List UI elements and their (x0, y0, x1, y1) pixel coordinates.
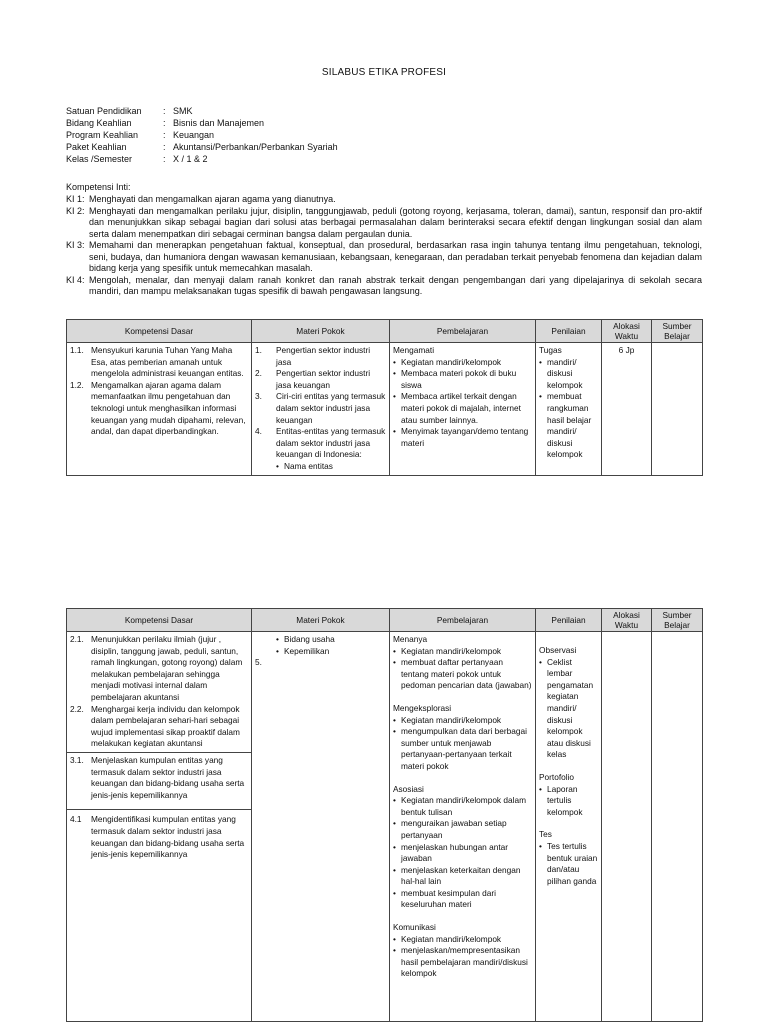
kd-subcell (67, 809, 251, 860)
list-item: • Ceklist lembar pengamatan kegiatan mandiri/ diskusi kelompok atau diskusi kelas (539, 657, 598, 761)
list-item: • Tes tertulis bentuk uraian dan/atau pilihan ganda (539, 841, 598, 887)
list-item: • Kegiatan mandiri/kelompok (393, 934, 532, 946)
page-title: SILABUS ETIKA PROFESI (321, 67, 447, 78)
info-value: SMK (173, 106, 193, 116)
kd-item: 3.1. Menjelaskan kumpulan entitas yang termasuk dalam sektor industri jasa keuangan dan bidang-bidang usaha serta jenis-jenis kepemilikannya (70, 754, 245, 800)
info-label: Kelas /Semester (66, 154, 133, 164)
ki-text: Mengolah, menalar, dan menyaji dalam ranah konkret dan ranah abstrak terkait dengan pengembangan dari yang dipelajarinya di sekolah secara mandiri, dan mampu melaksanakan tugas spesifik di bawah pengawasan langsung. (89, 274, 702, 296)
list-item: • menjelaskan hubungan antar jawaban (393, 842, 532, 865)
materi-cell (252, 343, 390, 476)
header-pembelajaran: Pembelajaran (390, 609, 536, 632)
pembelajaran-list (393, 357, 532, 450)
ki-list (66, 194, 702, 298)
list-item: • membuat daftar pertanyaan tentang materi pokok untuk pedoman pencarian data (jawaban) (393, 657, 532, 692)
header-pembelajaran: Pembelajaran (390, 320, 536, 343)
alokasi-cell: 6 Jp (602, 343, 652, 476)
ki-tag: KI 3: (66, 240, 85, 250)
list-item: • Membaca materi pokok di buku siswa (393, 368, 532, 391)
ki-item (66, 206, 702, 241)
phase-title: Asosiasi (393, 783, 424, 794)
header-kompetensi-dasar: Kompetensi Dasar (67, 609, 252, 632)
penilaian-title: Observasi (539, 645, 577, 655)
list-item: • Membaca artikel terkait dengan materi pokok di majalah, internet atau sumber lainnya. (393, 391, 532, 426)
header-sumber-belajar: Sumber Belajar (652, 320, 703, 343)
penilaian-cell (536, 343, 602, 476)
list-item: • Kepemilikan (276, 646, 386, 658)
info-value: Akuntansi/Perbankan/Perbankan Syariah (173, 142, 338, 152)
header-alokasi-waktu: Alokasi Waktu (602, 320, 652, 343)
list-item: • Kegiatan mandiri/kelompok (393, 357, 532, 369)
list-item: • Kegiatan mandiri/kelompok (393, 715, 532, 727)
list-item: • menjelaskan/mempresentasikan hasil pembelajaran mandiri/diskusi kelompok (393, 945, 532, 980)
materi-bullets (276, 634, 386, 657)
list-item: • Laporan tertulis kelompok (539, 784, 598, 819)
list-item: • Kegiatan mandiri/kelompok dalam bentuk tulisan (393, 795, 532, 818)
alokasi-cell (602, 632, 652, 1022)
kd-item: 4.1 Mengidentifikasi kumpulan entitas yang termasuk dalam sektor industri jasa keuangan dan bidang-bidang usaha serta jenis-jenis kepemilikannya (70, 814, 245, 860)
identity-block (66, 106, 338, 166)
materi-item: 3. Ciri-ciri entitas yang termasuk dalam sektor industri jasa keuangan (255, 391, 386, 425)
penilaian-list (539, 357, 598, 461)
materi-number: 5. (255, 657, 262, 668)
ki-item (66, 194, 702, 206)
info-label: Paket Keahlian (66, 142, 127, 152)
list-item: • mandiri/ diskusi kelompok (539, 357, 598, 392)
ki-tag: KI 2: (66, 205, 85, 216)
penilaian-title: Portofolio (539, 771, 575, 782)
ki-text: Menghayati dan mengamalkan perilaku jujur, disiplin, tanggungjawab, peduli (gotong royong, kerjasama, toleran, damai), santun, responsif dan pro-aktif dan menunjukkan sikap sebagai bagian dari solusi atas berbagai permasalahan dalam berinteraksi secara efektif dengan lingkungan sosial dan alam serta dalam menempatkan diri sebagai cerminan bangsa dalam pergaulan dunia. (89, 205, 702, 239)
materi-item: 2. Pengertian sektor industri jasa keuangan (255, 368, 371, 390)
kd-item: 2.2. Menghargai kerja individu dan kelompok dalam pembelajaran sehari-hari sebagai wujud implementasi sikap proaktif dalam melakukan kegiatan akuntansi (70, 703, 240, 749)
materi-bullets (276, 461, 386, 473)
list-item: • membuat rangkuman hasil belajar mandiri/ diskusi kelompok (539, 391, 598, 461)
info-row: Kelas /Semester : X / 1 & 2 (66, 154, 208, 164)
header-kompetensi-dasar: Kompetensi Dasar (67, 320, 252, 343)
table-row (67, 632, 703, 1022)
penilaian-list (539, 657, 598, 761)
phase-list (393, 934, 532, 980)
list-item: • menguraikan jawaban setiap pertanyaan (393, 818, 532, 841)
header-alokasi-waktu: Alokasi Waktu (602, 609, 652, 632)
ki-text: Memahami dan menerapkan pengetahuan faktual, konseptual, dan prosedural, berdasarkan rasa ingin tahunya tentang ilmu pengetahuan, teknologi, seni, budaya, dan humaniora dengan wawasan kemanusiaan, kebangsaan, kenegaraan, dan peradaban terkait penyebab fenomena dan kejadian dalam bidang kerja yang spesifik untuk memecahkan masalah. (89, 240, 702, 273)
info-row: Satuan Pendidikan : SMK (66, 106, 193, 116)
ki-item (66, 240, 702, 275)
phase-title: Mengeksplorasi (393, 702, 452, 713)
phase-list (393, 795, 532, 911)
list-item: • menjelaskan keterkaitan dengan hal-hal lain (393, 865, 532, 888)
ki-tag: KI 4: (66, 274, 85, 285)
materi-cell (252, 632, 390, 1022)
info-value: X / 1 & 2 (173, 154, 208, 164)
table-header-row (67, 320, 703, 343)
ki-text: Menghayati dan mengamalkan ajaran agama yang dianutnya. (89, 194, 336, 204)
pembelajaran-cell (390, 632, 536, 1022)
list-item: • membuat kesimpulan dari keseluruhan materi (393, 888, 532, 911)
penilaian-title: Tes (539, 829, 552, 840)
table-row (67, 343, 703, 476)
info-label: Bidang Keahlian (66, 118, 132, 128)
info-value: Bisnis dan Manajemen (173, 118, 265, 128)
kd-cell (67, 632, 252, 1022)
penilaian-list (539, 784, 598, 819)
info-value: Keuangan (173, 130, 215, 140)
materi-item: 4. Entitas-entitas yang termasuk dalam sektor industri jasa keuangan di Indonesia: (255, 426, 386, 460)
info-label: Program Keahlian (66, 130, 139, 140)
info-row: Bidang Keahlian : Bisnis dan Manajemen (66, 118, 265, 128)
penilaian-cell (536, 632, 602, 1022)
penilaian-title: Tugas (539, 345, 562, 355)
phase-title: Menanya (393, 634, 428, 644)
ki-tag: KI 1: (66, 194, 85, 204)
list-item: • Kegiatan mandiri/kelompok (393, 646, 532, 658)
ki-item (66, 275, 702, 298)
header-materi-pokok: Materi Pokok (252, 609, 390, 632)
syllabus-table-2 (66, 608, 703, 1022)
table-header-row (67, 609, 703, 632)
info-label: Satuan Pendidikan (66, 106, 142, 116)
kd-subcell (67, 752, 251, 801)
phase-list (393, 646, 532, 692)
syllabus-table-1 (66, 319, 703, 476)
kd-item: 1.2. Mengamalkan ajaran agama dalam memanfaatkan ilmu pengetahuan dan teknologi untuk menghasilkan informasi keuangan yang mudah dipahami, relevan, andal, dan dapat diperbandingkan. (70, 379, 246, 437)
header-sumber-belajar: Sumber Belajar (652, 609, 703, 632)
materi-item: 1. Pengertian sektor industri jasa (255, 345, 371, 367)
sumber-cell (652, 632, 703, 1022)
list-item: • Nama entitas (276, 461, 386, 473)
phase-list (393, 715, 532, 773)
kd-item: 1.1. Mensyukuri karunia Tuhan Yang Maha Esa, atas pemberian amanah untuk mengelola administrasi keuangan entitas. (70, 345, 244, 379)
kd-cell (67, 343, 252, 476)
pembelajaran-cell (390, 343, 536, 476)
info-row: Program Keahlian : Keuangan (66, 130, 215, 140)
list-item: • Menyimak tayangan/demo tentang materi (393, 426, 532, 449)
sumber-cell (652, 343, 703, 476)
header-materi-pokok: Materi Pokok (252, 320, 390, 343)
list-item: • mengumpulkan data dari berbagai sumber untuk menjawab pertanyaan-pertanyaan terkait materi pokok (393, 726, 532, 772)
kd-item: 2.1. Menunjukkan perilaku ilmiah (jujur , disiplin, tanggung jawab, peduli, santun, ramah lingkungan, gotong royong) dalam melakukan pembelajaran sehingga menjadi motivasi internal dalam pembelajaran akuntansi (70, 634, 243, 702)
list-item: • Bidang usaha (276, 634, 386, 646)
penilaian-list (539, 841, 598, 887)
header-penilaian: Penilaian (536, 320, 602, 343)
phase-title: Mengamati (393, 345, 435, 355)
info-row: Paket Keahlian : Akuntansi/Perbankan/Perbankan Syariah (66, 142, 338, 152)
phase-title: Komunikasi (393, 922, 436, 933)
ki-heading: Kompetensi Inti: (66, 182, 131, 192)
header-penilaian: Penilaian (536, 609, 602, 632)
